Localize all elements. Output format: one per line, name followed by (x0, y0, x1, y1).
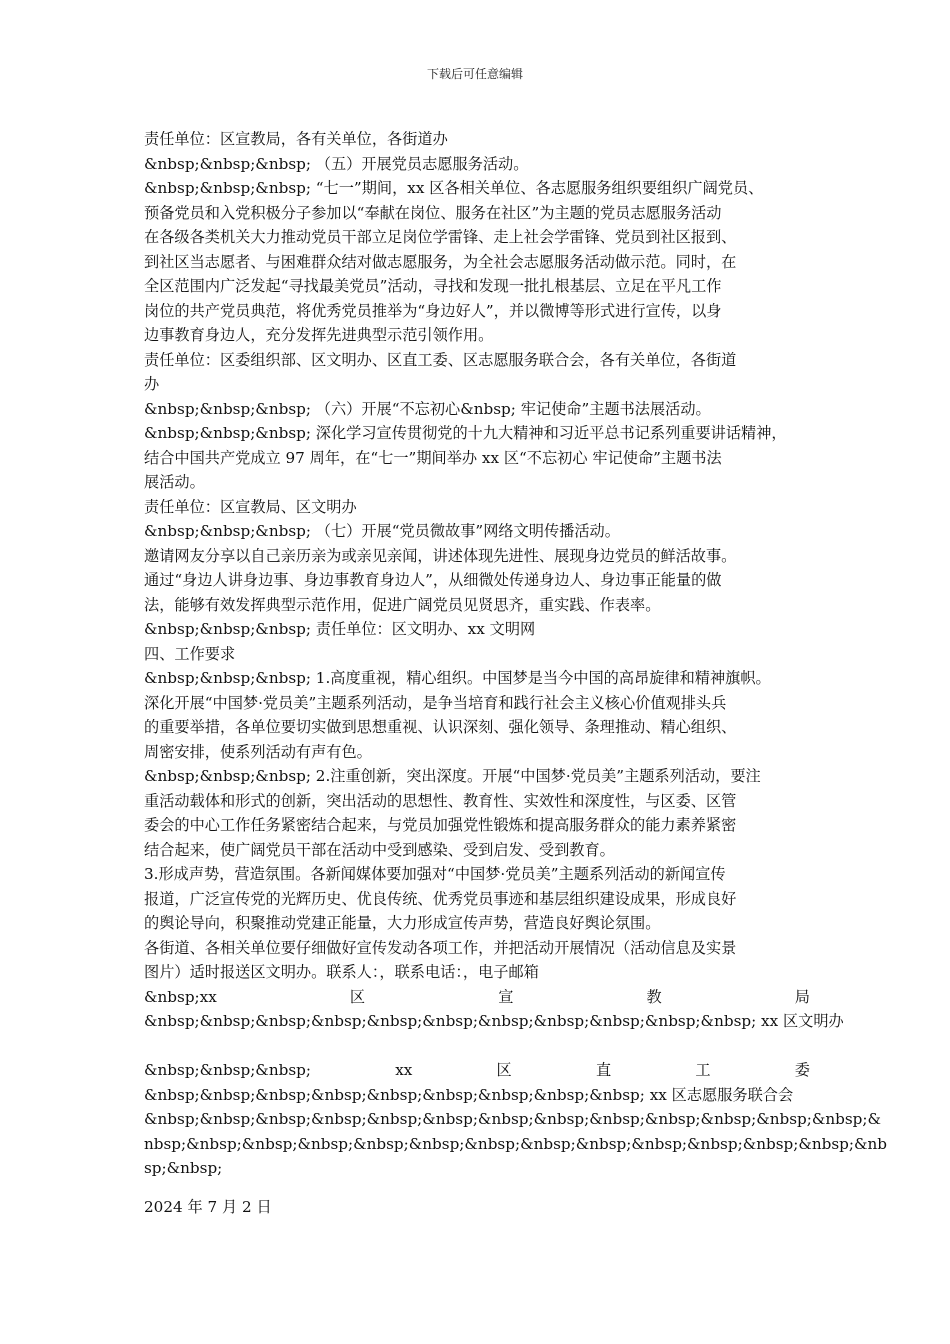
text-line: &nbsp;&nbsp;&nbsp; （五）开展党员志愿服务活动。 (144, 154, 529, 173)
text-line: 边事教育身边人，充分发挥先进典型示范引领作用。 (144, 326, 494, 344)
text-line: 全区范围内广泛发起“寻找最美党员”活动，寻找和发现一批扎根基层、立足在平凡工作 (144, 277, 722, 295)
text-line: 岗位的共产党员典范，将优秀党员推举为“身边好人”，并以微博等形式进行宣传，以身 (144, 301, 722, 320)
text-line: 周密安排，使系列活动有声有色。 (144, 742, 372, 761)
entity-text-line: &nbsp;&nbsp;&nbsp;&nbsp;&nbsp;&nbsp;&nbsp;&nbsp;&nbsp;&nbsp;&nbsp;&nbsp;&nbsp;& (144, 1110, 882, 1128)
text-line: &nbsp;&nbsp;&nbsp; “七一”期间，xx 区各相关单位、各志愿服务组织要组织广阔党员、 (144, 179, 764, 197)
text-line: &nbsp;&nbsp;&nbsp; （六）开展“不忘初心&nbsp; 牢记使命”主题书法展活动。 (144, 399, 711, 418)
signature-word: xx (395, 1061, 413, 1079)
text-line: 报道，广泛宣传党的光辉历史、优良传统、优秀党员事迹和基层组织建设成果，形成良好 (144, 889, 737, 908)
section-heading: 四、工作要求 (144, 644, 236, 663)
text-line: 责任单位：区宣教局、区文明办 (144, 497, 357, 516)
text-line: 委会的中心工作任务紧密结合起来，与党员加强党性锻炼和提高服务群众的能力素养紧密 (144, 816, 737, 834)
text-line: 法，能够有效发挥典型示范作用，促进广阔党员见贤思齐，重实践、作表率。 (144, 595, 661, 614)
text-line: 图片）适时报送区文明办。联系人：，联系电话：，电子邮箱 (144, 963, 539, 981)
text-line: 结合起来，使广阔党员干部在活动中受到感染、受到启发、受到教育。 (144, 840, 615, 859)
signature-line-zhiyuan: &nbsp;&nbsp;&nbsp;&nbsp;&nbsp;&nbsp;&nbsp;&nbsp;&nbsp; xx 区志愿服务联合会 (144, 1085, 794, 1104)
signature-line-zhigongwei (144, 1058, 810, 1083)
signature-word: 宣 (498, 987, 514, 1006)
text-line: 结合中国共产党成立 97 周年，在“七一”期间举办 xx 区“不忘初心 牢记使命”主题书法 (144, 448, 722, 467)
signature-word: &nbsp;xx (144, 987, 217, 1006)
text-line: 在各级各类机关大力推动党员干部立足岗位学雷锋、走上社会学雷锋、党员到社区报到、 (144, 228, 737, 246)
text-line: 邀请网友分享以自己亲历亲为或亲见亲闻，讲述体现先进性、展现身边党员的鲜活故事。 (144, 546, 737, 565)
text-line: 预备党员和入党积极分子参加以“奉献在岗位、服务在社区”为主题的党员志愿服务活动 (144, 203, 722, 222)
document-body (144, 127, 888, 1181)
text-line: &nbsp;&nbsp;&nbsp; 责任单位：区文明办、xx 文明网 (144, 620, 536, 638)
entity-text-line: nbsp;&nbsp;&nbsp;&nbsp;&nbsp;&nbsp;&nbsp;&nbsp;&nbsp;&nbsp;&nbsp;&nbsp;&nbsp;&nb (144, 1134, 888, 1153)
text-line: 深化开展“中国梦·党员美”主题系列活动，是争当培育和践行社会主义核心价值观排头兵 (144, 693, 727, 712)
signature-word: 区 (349, 987, 366, 1006)
signature-word: 工 (695, 1061, 711, 1079)
text-line: &nbsp;&nbsp;&nbsp; 2.注重创新，突出深度。开展“中国梦·党员美”主题系列活动，要注 (144, 767, 761, 785)
text-line: 重活动载体和形式的创新，突出活动的思想性、教育性、实效性和深度性，与区委、区管 (144, 791, 737, 810)
signature-word: 委 (794, 1061, 810, 1079)
text-line: &nbsp;&nbsp;&nbsp; 深化学习宣传贯彻党的十九大精神和习近平总书记系列重要讲话精神， (144, 424, 787, 442)
text-line: 3.形成声势，营造氛围。各新闻媒体要加强对“中国梦·党员美”主题系列活动的新闻宣传 (144, 865, 726, 883)
text-line: 展活动。 (144, 473, 205, 491)
entity-text-line: sp;&nbsp; (144, 1159, 223, 1177)
signature-word: 直 (595, 1061, 612, 1079)
page-header-note: 下载后可任意编辑 (426, 67, 523, 81)
text-line: 到社区当志愿者、与困难群众结对做志愿服务，为全社会志愿服务活动做示范。同时，在 (144, 252, 737, 271)
text-line: 通过“身边人讲身边事、身边事教育身边人”，从细微处传递身边人、身边事正能量的做 (144, 571, 722, 589)
signature-word: 区 (496, 1061, 512, 1079)
signature-word: 局 (794, 987, 810, 1006)
text-line: 的舆论导向，积聚推动党建正能量，大力形成宣传声势，营造良好舆论氛围。 (144, 914, 661, 932)
signature-word: &nbsp;&nbsp;&nbsp; (144, 1061, 311, 1079)
text-line: &nbsp;&nbsp;&nbsp; （七）开展“党员微故事”网络文明传播活动。 (144, 522, 620, 540)
blank-line (144, 1034, 810, 1059)
text-line: &nbsp;&nbsp;&nbsp; 1.高度重视，精心组织。中国梦是当今中国的高昂旋律和精神旗帜。 (144, 669, 771, 687)
signature-line-wenmingban: &nbsp;&nbsp;&nbsp;&nbsp;&nbsp;&nbsp;&nbsp;&nbsp;&nbsp;&nbsp;&nbsp; xx 区文明办 (144, 1012, 844, 1030)
text-line: 办 (144, 375, 160, 393)
text-line: 各街道、各相关单位要仔细做好宣传发动各项工作，并把活动开展情况（活动信息及实景 (144, 938, 737, 957)
text-line: 责任单位：区委组织部、区文明办、区直工委、区志愿服务联合会，各有关单位，各街道 (144, 350, 737, 369)
text-line: 责任单位：区宣教局，各有关单位，各街道办 (144, 130, 448, 148)
document-date: 2024 年 7 月 2 日 (144, 1198, 272, 1216)
signature-word: 教 (646, 987, 662, 1006)
text-line: 的重要举措，各单位要切实做到思想重视、认识深刻、强化领导、条理推动、精心组织、 (144, 718, 737, 736)
signature-line-xuanjiaoju (144, 985, 810, 1010)
